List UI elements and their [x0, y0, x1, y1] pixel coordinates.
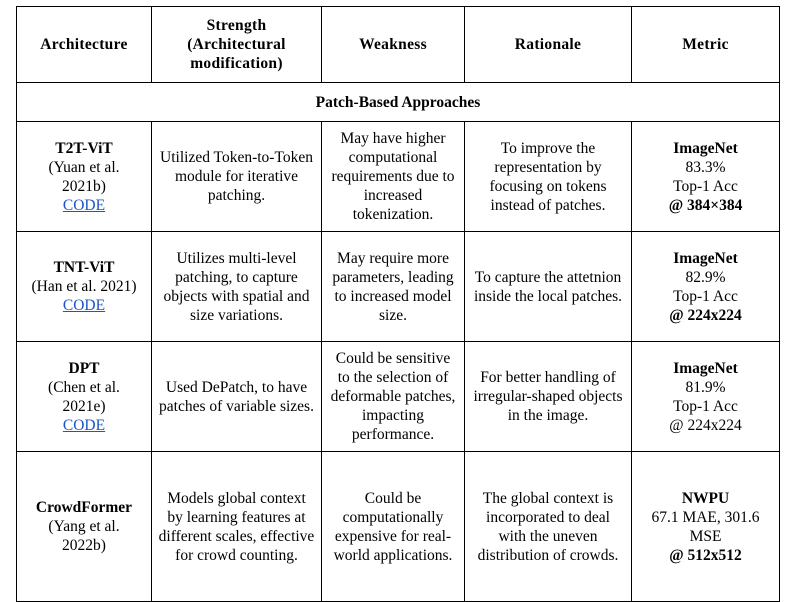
metric-type: Top-1 Acc: [673, 287, 738, 305]
rationale-cell: To capture the attetnion inside the local patches.: [465, 232, 632, 342]
header-weakness: Weakness: [322, 7, 465, 83]
weakness-cell: Could be computationally expensive for real-world applications.: [322, 452, 465, 602]
code-link[interactable]: CODE: [62, 196, 106, 214]
architecture-cell: [17, 122, 152, 232]
citation-line: 2021b): [62, 177, 106, 195]
rationale-cell: For better handling of irregular-shaped objects in the image.: [465, 342, 632, 452]
strength-cell: Used DePatch, to have patches of variable sizes.: [152, 342, 322, 452]
header-strength-line-2: (Architectural: [187, 36, 286, 53]
architecture-name: T2T-ViT: [55, 139, 113, 157]
metric-resolution: @ 224x224: [669, 416, 742, 434]
architecture-cell: [17, 342, 152, 452]
header-strength-line-3: modification): [190, 55, 283, 72]
citation-line: 2022b): [62, 537, 106, 554]
comparison-table: [16, 6, 780, 602]
architecture-name: TNT-ViT: [53, 259, 115, 276]
rationale-cell: To improve the representation by focusing on tokens instead of patches.: [465, 122, 632, 232]
metric-cell: [632, 232, 780, 342]
code-link[interactable]: CODE: [62, 297, 106, 314]
citation-line: (Han et al. 2021): [31, 278, 137, 295]
section-title: Patch-Based Approaches: [17, 83, 780, 122]
architecture-cell: [17, 232, 152, 342]
code-link[interactable]: CODE: [62, 416, 106, 434]
table-row: [17, 342, 780, 452]
strength-cell: Utilized Token-to-Token module for iterative patching.: [152, 122, 322, 232]
architecture-name: DPT: [68, 359, 100, 377]
header-architecture: Architecture: [17, 7, 152, 83]
metric-dataset: NWPU: [681, 489, 730, 507]
architecture-cell: [17, 452, 152, 602]
metric-value: 83.3%: [685, 158, 726, 176]
table-row: [17, 452, 780, 602]
weakness-cell: May have higher computational requirements due to increased tokenization.: [322, 122, 465, 232]
metric-resolution: @ 224x224: [669, 306, 742, 324]
metric-resolution: @ 512x512: [669, 546, 742, 564]
header-metric: Metric: [632, 7, 780, 83]
header-rationale: Rationale: [465, 7, 632, 83]
metric-type: Top-1 Acc: [673, 177, 738, 195]
metric-value: 82.9%: [685, 268, 726, 286]
weakness-cell: May require more parameters, leading to increased model size.: [322, 232, 465, 342]
metric-resolution: @ 384×384: [668, 196, 743, 214]
table-row: [17, 232, 780, 342]
metric-cell: [632, 452, 780, 602]
header-strength: [152, 7, 322, 83]
weakness-cell: Could be sensitive to the selection of deformable patches, impacting performance.: [322, 342, 465, 452]
metric-dataset: ImageNet: [673, 359, 738, 377]
metric-cell: [632, 342, 780, 452]
strength-cell: Utilizes multi-level patching, to capture objects with spatial and size variations.: [152, 232, 322, 342]
citation-line: (Yuan et al.: [48, 158, 120, 176]
metric-value: 67.1 MAE, 301.6 MSE: [651, 508, 760, 545]
metric-value: 81.9%: [685, 378, 726, 396]
metric-type: Top-1 Acc: [673, 397, 738, 415]
table-row: [17, 122, 780, 232]
strength-cell: Models global context by learning features at different scales, effective for crowd counting.: [152, 452, 322, 602]
architecture-name: CrowdFormer: [35, 499, 133, 516]
rationale-cell: The global context is incorporated to deal with the uneven distribution of crowds.: [465, 452, 632, 602]
header-row: [17, 7, 780, 83]
citation-line: (Chen et al.: [48, 378, 120, 396]
header-strength-line-1: Strength: [206, 17, 267, 34]
metric-cell: [632, 122, 780, 232]
metric-dataset: ImageNet: [673, 139, 738, 157]
metric-dataset: ImageNet: [673, 249, 738, 267]
section-row: [17, 83, 780, 122]
citation-line: (Yang et al.: [48, 518, 120, 535]
citation-line: 2021e): [62, 397, 106, 415]
